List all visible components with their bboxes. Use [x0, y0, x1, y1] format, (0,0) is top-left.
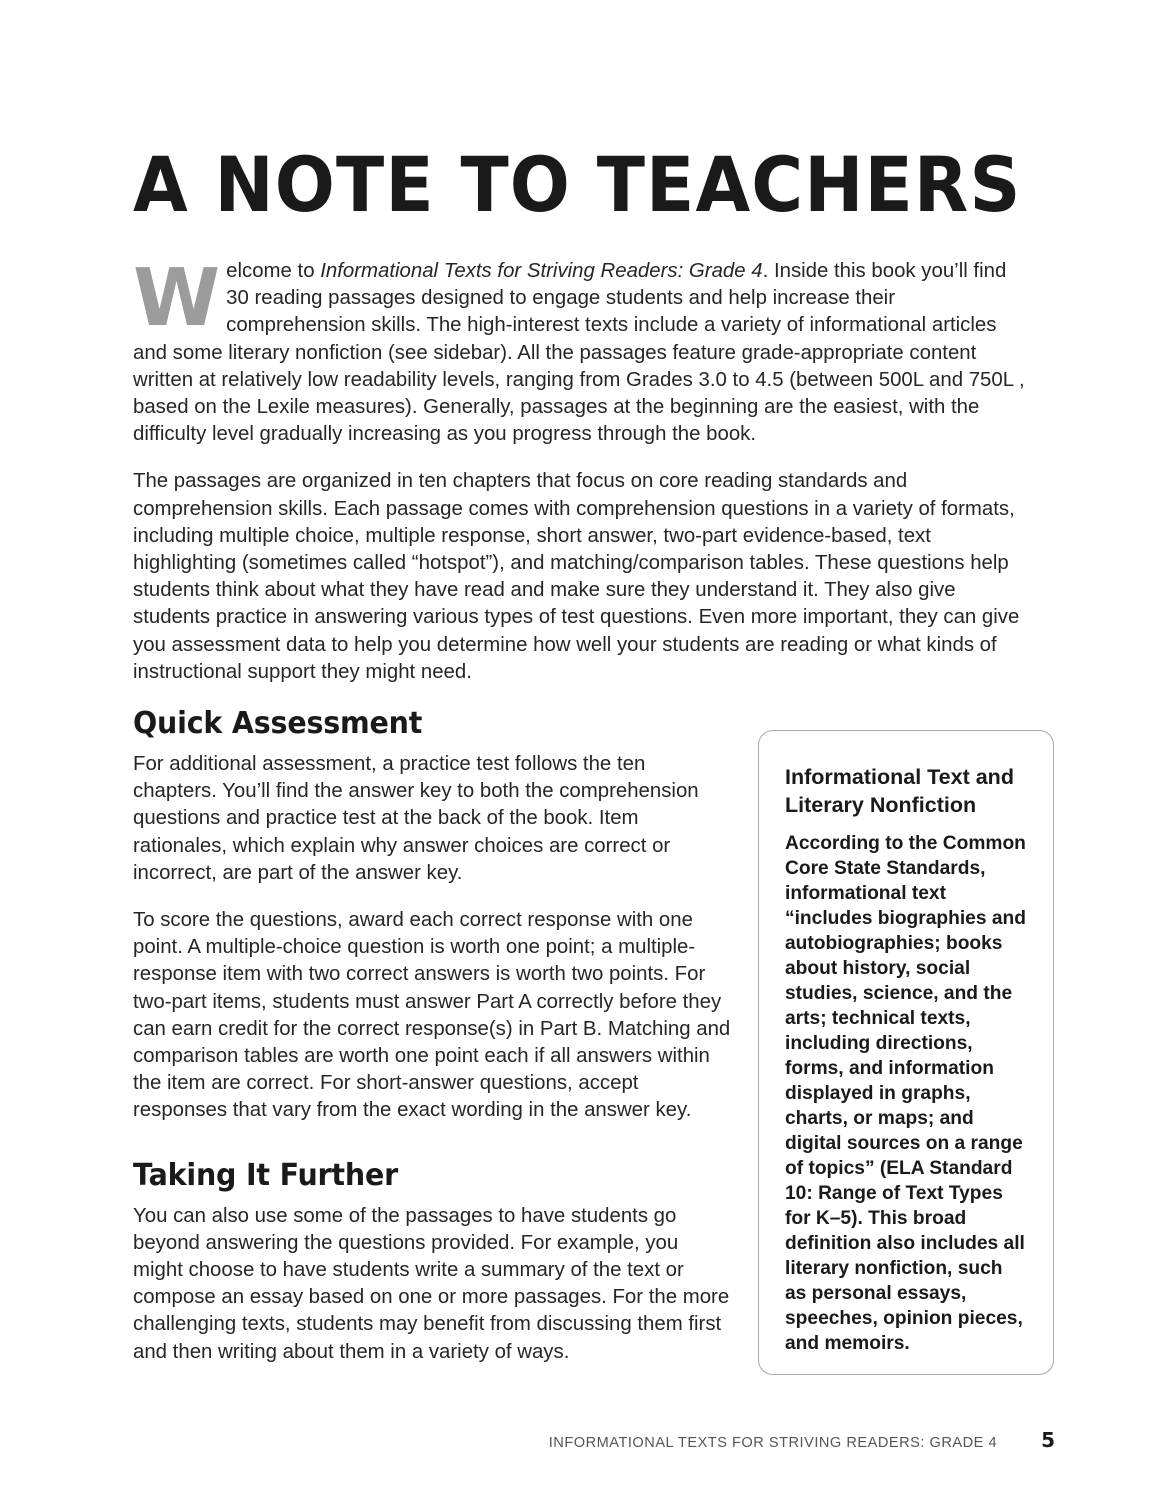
intro-text-before-title: elcome to	[226, 260, 321, 282]
drop-cap-letter: W	[133, 252, 221, 344]
sidebar-body-text: According to the Common Core State Standards, informational text “includes biographies and autobiographies; books about history, social studies, science, and the arts; technical texts, including directions, forms, and information displayed in graphs, charts, or maps; and digital sources on a range of topics” (ELA Standard 10: Range of Text Types for K–5). This broad definition also includes all literary nonfiction, such as personal essays, speeches, opinion pieces, and memoirs.	[785, 833, 1026, 1354]
intro-paragraph-1	[133, 252, 1031, 448]
taking-it-further-paragraph-1: You can also use some of the passages to have students go beyond answering the questions provided. For example, you might choose to have students write a summary of the text or compose an essay based on one or more passages. For the more challenging texts, students may benefit from discussing them first and then writing about them in a variety of ways.	[133, 1204, 730, 1363]
book-title-italic: Informational Texts for Striving Readers: Grade 4	[320, 260, 763, 282]
page-footer	[133, 1428, 1055, 1452]
left-column	[133, 707, 733, 1366]
quick-assessment-heading: Quick Assessment	[133, 706, 423, 741]
page-title: A NOTE TO TEACHERS	[133, 139, 1022, 229]
taking-it-further-heading: Taking It Further	[133, 1157, 398, 1193]
intro-paragraph-2: The passages are organized in ten chapters that focus on core reading standards and comprehension skills. Each passage comes with comprehension questions in a variety of formats, including multiple choice, multiple response, short answer, two-part evidence-based, text highlighting (sometimes called “hotspot”), and matching/comparison tables. These questions help students think about what they have read and make sure they understand it. They also give students practice in answering various types of test questions. Even more important, they can give you assessment data to help you determine how well your students are reading or what kinds of instructional support they might need.	[133, 470, 1020, 683]
footer-page-number: 5	[1041, 1428, 1055, 1452]
sidebar-title: Informational Text and Literary Nonfiction	[785, 765, 1014, 817]
taking-it-further-section	[133, 1159, 733, 1366]
intro-text-after-title: . Inside this book you’ll find 30 reading passages designed to engage students and help increase their comprehension skills. The high-interest texts include a variety of informational articles and some literary nonfiction (see sidebar). All the passages feature grade-appropriate content written at relatively low readability levels, ranging from Grades 3.0 to 4.5 (between 500L and 750L , based on the Lexile measures). Generally, passages at the beginning are the easiest, with the difficulty level gradually increasing as you progress through the book.	[133, 260, 1025, 446]
quick-assessment-paragraph-2: To score the questions, award each correct response with one point. A multiple-choice question is worth one point; a multiple-response item with two correct answers is worth two points. For two-part items, students must answer Part A correctly before they can earn credit for the correct response(s) in Part B. Matching and comparison tables are worth one point each if all answers within the item are correct. For short-answer questions, accept responses that vary from the exact wording in the answer key.	[133, 909, 731, 1122]
quick-assessment-paragraph-1: For additional assessment, a practice test follows the ten chapters. You’ll find the answer key to both the comprehension questions and practice test at the back of the book. Item rationales, which explain why answer choices are correct or incorrect, are part of the answer key.	[133, 753, 699, 884]
footer-running-title: INFORMATIONAL TEXTS FOR STRIVING READERS: GRADE 4	[548, 1435, 998, 1451]
sidebar-callout-box	[758, 730, 1054, 1375]
quick-assessment-section	[133, 707, 733, 1125]
introduction-section	[133, 252, 1031, 686]
